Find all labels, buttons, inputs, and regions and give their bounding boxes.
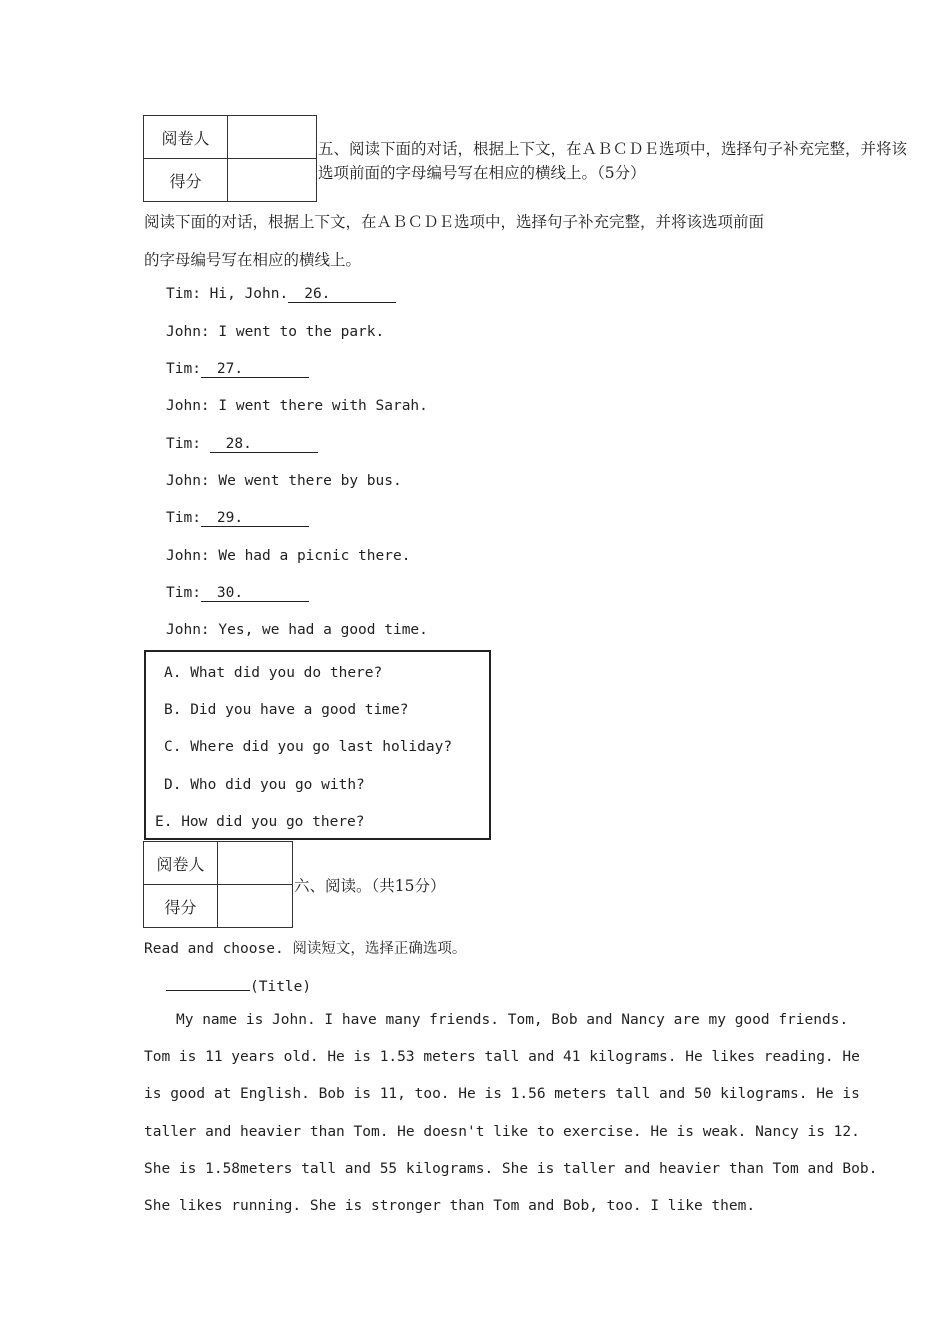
- section5-heading-line1: 五、阅读下面的对话，根据上下文，在ＡＢＣＤＥ选项中，选择句子补充完整，并将该: [318, 140, 908, 158]
- dialogue-line: John: We had a picnic there.: [166, 548, 411, 564]
- passage-line: My name is John. I have many friends. Tom, Bob and Nancy are my good friends.: [176, 1012, 849, 1028]
- section6-score-table: [143, 841, 293, 928]
- choice-d: D. Who did you go with?: [164, 777, 365, 793]
- choice-b: B. Did you have a good time?: [164, 702, 409, 718]
- answer-blank[interactable]: 26.: [288, 286, 396, 303]
- passage-line: She likes running. She is stronger than Tom and Bob, too. I like them.: [144, 1198, 756, 1214]
- passage-line: She is 1.58meters tall and 55 kilograms. She is taller and heavier than Tom and Bob.: [144, 1161, 878, 1177]
- dialogue-line: Tim: 28.: [166, 436, 318, 453]
- title-line: (Title): [166, 974, 311, 995]
- passage-line: taller and heavier than Tom. He doesn't like to exercise. He is weak. Nancy is 12.: [144, 1124, 860, 1140]
- score-cell: [218, 885, 293, 928]
- grader-cell: [218, 842, 293, 885]
- title-blank[interactable]: [166, 974, 250, 991]
- choices-box: [144, 650, 491, 840]
- answer-blank[interactable]: 29.: [201, 510, 309, 527]
- passage-line: is good at English. Bob is 11, too. He is 1.56 meters tall and 50 kilograms. He is: [144, 1086, 860, 1102]
- dialogue-line: John: We went there by bus.: [166, 473, 402, 489]
- grader-cell: [228, 116, 317, 159]
- answer-blank[interactable]: 28.: [210, 436, 318, 453]
- passage-line: Tom is 11 years old. He is 1.53 meters tall and 41 kilograms. He likes reading. He: [144, 1049, 860, 1065]
- dialogue-line: Tim: 30.: [166, 585, 309, 602]
- section6-heading: 六、阅读。（共15分）: [294, 877, 446, 895]
- section5-instruction-line2: 的字母编号写在相应的横线上。: [144, 251, 362, 269]
- section5-instruction-line1: 阅读下面的对话，根据上下文，在ＡＢＣＤＥ选项中，选择句子补充完整，并将该选项前面: [144, 213, 765, 231]
- section5-heading-line2: 选项前面的字母编号写在相应的横线上。（5分）: [318, 164, 646, 182]
- score-cell: [228, 159, 317, 202]
- score-label: 得分: [144, 159, 228, 202]
- dialogue-line: John: Yes, we had a good time.: [166, 622, 428, 638]
- dialogue-line: Tim: Hi, John. 26.: [166, 286, 396, 303]
- choice-e: E. How did you go there?: [155, 814, 365, 830]
- grader-label: 阅卷人: [144, 842, 218, 885]
- section6-instruction: Read and choose. 阅读短文，选择正确选项。: [144, 941, 467, 957]
- dialogue-line: Tim: 29.: [166, 510, 309, 527]
- answer-blank[interactable]: 30.: [201, 585, 309, 602]
- dialogue-line: John: I went there with Sarah.: [166, 398, 428, 414]
- section5-score-table: [143, 115, 317, 202]
- choice-a: A. What did you do there?: [164, 665, 383, 681]
- grader-label: 阅卷人: [144, 116, 228, 159]
- score-label: 得分: [144, 885, 218, 928]
- answer-blank[interactable]: 27.: [201, 361, 309, 378]
- dialogue-line: John: I went to the park.: [166, 324, 385, 340]
- choice-c: C. Where did you go last holiday?: [164, 739, 453, 755]
- dialogue-line: Tim: 27.: [166, 361, 309, 378]
